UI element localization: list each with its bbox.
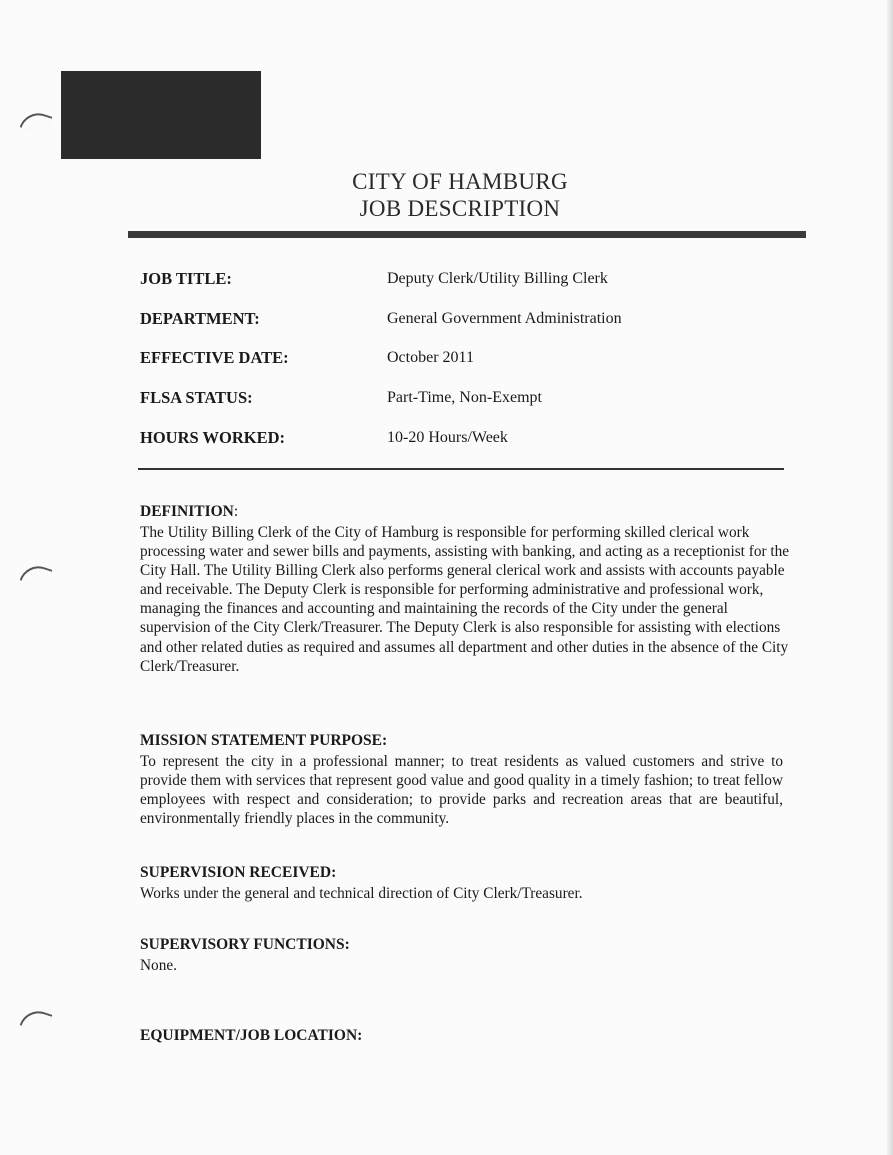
binder-hole-mark [20,1006,53,1034]
header-divider [128,231,806,238]
effective-date-value: October 2011 [387,349,474,366]
redacted-logo-block [61,71,261,159]
effective-date-label: EFFECTIVE DATE: [140,348,289,367]
page-edge [887,0,893,1155]
flsa-status-label: FLSA STATUS: [140,388,253,407]
flsa-status-value: Part-Time, Non-Exempt [387,389,542,406]
definition-heading: DEFINITION: [140,503,239,520]
department-value: General Government Administration [387,310,622,327]
supervisory-functions-body: None. [140,957,177,974]
hours-worked-value: 10-20 Hours/Week [387,429,508,446]
binder-hole-mark [20,561,53,589]
mission-body: To represent the city in a professional manner; to treat residents as valued customers and strive to provide them with services that represent good value and good quality in a timely fashion; to treat fellow employees with respect and consideration; to provide parks and recreation areas that are beautiful, environmentally friendly places in the community. [140,753,783,828]
hours-worked-label: HOURS WORKED: [140,428,286,447]
definition-body: The Utility Billing Clerk of the City of Hamburg is responsible for performing skilled clerical work processing water and sewer bills and payments, assisting with banking, and acting as a receptionist for the City Hall. The Utility Billing Clerk also performs general clerical work and assists with accounts payable and receivable. The Deputy Clerk is responsible for performing administrative and professional work, managing the finances and accounting and maintaining the records of the City under the general supervision of the City Clerk/Treasurer. The Deputy Clerk is also responsible for assisting with elections and other related duties as required and assumes all department and other duties in the absence of the City Clerk/Treasurer. [140,524,790,675]
supervision-received-body: Works under the general and technical direction of City Clerk/Treasurer. [140,885,583,902]
job-title-label: JOB TITLE: [140,269,232,288]
fields-divider [138,468,784,470]
mission-heading: MISSION STATEMENT PURPOSE: [140,732,388,749]
department-label: DEPARTMENT: [140,309,260,328]
supervision-received-heading: SUPERVISION RECEIVED: [140,864,337,881]
org-title: CITY OF HAMBURG [352,169,568,194]
job-title-value: Deputy Clerk/Utility Billing Clerk [387,270,608,287]
doc-title: JOB DESCRIPTION [359,196,561,221]
supervisory-functions-heading: SUPERVISORY FUNCTIONS: [140,936,350,953]
equipment-heading: EQUIPMENT/JOB LOCATION: [140,1027,363,1044]
binder-hole-mark [20,108,53,136]
